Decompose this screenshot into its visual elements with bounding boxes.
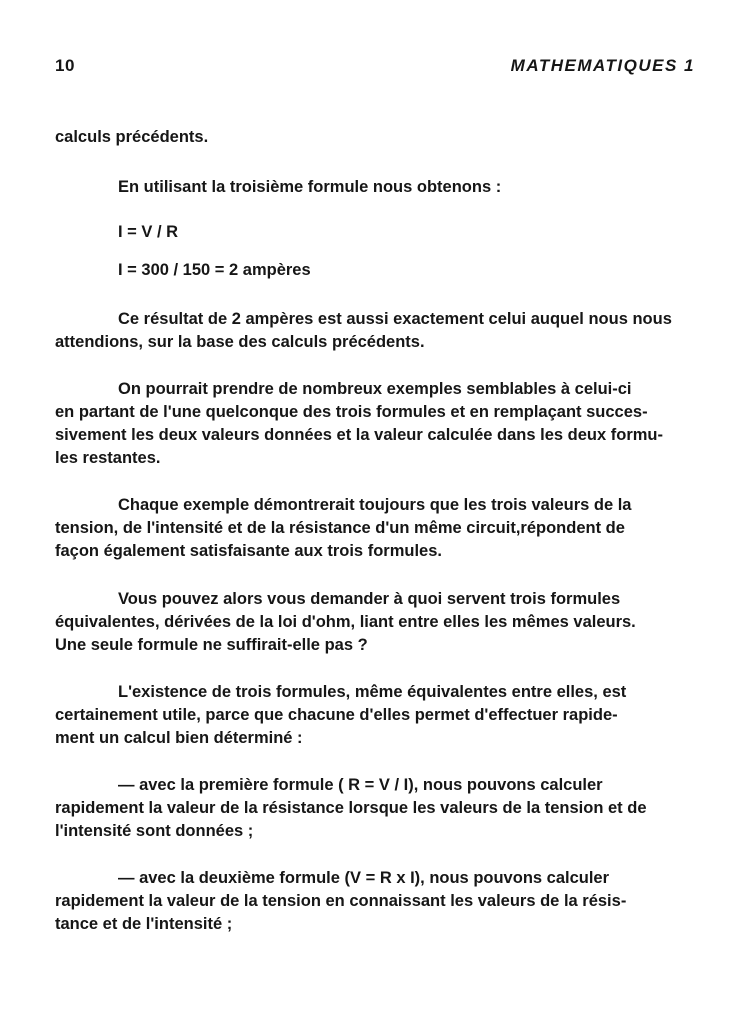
text-line: Ce résultat de 2 ampères est aussi exactement celui auquel nous nous <box>118 310 672 328</box>
text-line: en partant de l'une quelconque des trois formules et en remplaçant succes- <box>55 403 648 421</box>
text-line: tension, de l'intensité et de la résistance d'un même circuit,répondent de <box>55 519 625 537</box>
running-title: MATHEMATIQUES 1 <box>510 56 695 75</box>
text-line: rapidement la valeur de la résistance lorsque les valeurs de la tension et de <box>55 799 647 817</box>
text-line: L'existence de trois formules, même équivalentes entre elles, est <box>118 683 627 701</box>
text-line: sivement les deux valeurs données et la valeur calculée dans les deux formu- <box>55 426 664 444</box>
text-line: Chaque exemple démontrerait toujours que les trois valeurs de la <box>118 496 632 514</box>
text-line: équivalentes, dérivées de la loi d'ohm, liant entre elles les mêmes valeurs. <box>55 613 636 631</box>
text-line: — avec la deuxième formule (V = R x I), nous pouvons calculer <box>118 869 610 887</box>
text-line: façon également satisfaisante aux trois formules. <box>55 542 442 560</box>
text-line: Une seule formule ne suffirait-elle pas ? <box>55 636 368 654</box>
text-line: certainement utile, parce que chacune d'elles permet d'effectuer rapide- <box>55 706 618 724</box>
text-line: Vous pouvez alors vous demander à quoi servent trois formules <box>118 590 621 608</box>
text-line: ment un calcul bien déterminé : <box>55 729 303 747</box>
text-line: En utilisant la troisième formule nous obtenons : <box>118 178 502 196</box>
text-line: rapidement la valeur de la tension en connaissant les valeurs de la résis- <box>55 892 627 910</box>
formula-line: I = 300 / 150 = 2 ampères <box>118 261 311 279</box>
text-line: attendions, sur la base des calculs précédents. <box>55 333 425 351</box>
text-line: calculs précédents. <box>55 128 209 146</box>
text-line: — avec la première formule ( R = V / I), nous pouvons calculer <box>118 776 603 794</box>
formula-line: I = V / R <box>118 223 179 241</box>
text-line: les restantes. <box>55 449 161 467</box>
page-number: 10 <box>55 56 75 75</box>
text-line: tance et de l'intensité ; <box>55 915 233 933</box>
text-line: On pourrait prendre de nombreux exemples semblables à celui-ci <box>118 380 632 398</box>
text-line: l'intensité sont données ; <box>55 822 254 840</box>
